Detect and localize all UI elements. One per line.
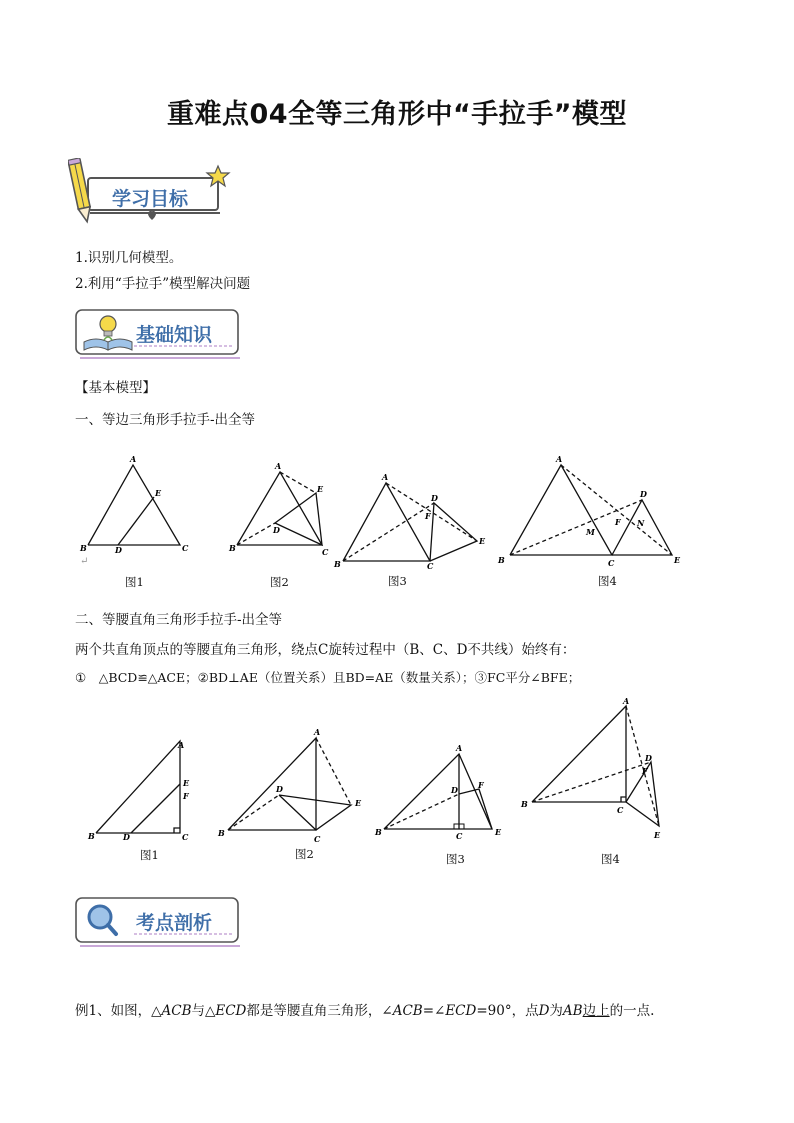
svg-text:E: E bbox=[495, 827, 502, 837]
part2-figures bbox=[0, 698, 794, 858]
svg-text:E: E bbox=[155, 488, 162, 498]
svg-text:B: B bbox=[498, 555, 505, 565]
p2-fig4 bbox=[520, 698, 661, 840]
part2-heading: 二、等腰直角三角形手拉手-出全等 bbox=[75, 612, 283, 628]
svg-text:D: D bbox=[645, 753, 652, 763]
svg-text:E: E bbox=[317, 484, 324, 494]
svg-text:D: D bbox=[640, 489, 647, 499]
return-mark: ↵ bbox=[80, 556, 89, 567]
svg-text:E: E bbox=[654, 830, 661, 840]
svg-text:C: C bbox=[314, 834, 321, 844]
svg-text:A: A bbox=[130, 454, 137, 464]
analysis-banner bbox=[74, 896, 244, 950]
svg-text:B: B bbox=[218, 828, 225, 838]
svg-text:A: A bbox=[456, 743, 463, 753]
analysis-label: 考点剖析 bbox=[136, 912, 213, 934]
p1-caption-4: 图4 bbox=[598, 574, 617, 588]
p2-fig2 bbox=[217, 727, 362, 844]
svg-text:A: A bbox=[382, 472, 389, 482]
part2-intro: 两个共直角顶点的等腰直角三角形，绕点C旋转过程中（B、C、D不共线）始终有： bbox=[75, 642, 576, 658]
p2-caption-1: 图1 bbox=[140, 848, 159, 862]
svg-text:A: A bbox=[275, 461, 282, 471]
svg-text:D: D bbox=[451, 785, 458, 795]
svg-text:D: D bbox=[115, 545, 122, 555]
part2-conclusion: ① △BCD≌△ACE；②BD⊥AE（位置关系）且BD=AE（数量关系）；③FC平分∠BFE； bbox=[75, 670, 581, 685]
svg-text:E: E bbox=[183, 778, 190, 788]
svg-text:N: N bbox=[637, 518, 645, 528]
p1-caption-3: 图3 bbox=[388, 574, 407, 588]
svg-text:A: A bbox=[556, 454, 563, 464]
p1-fig4 bbox=[497, 454, 681, 568]
svg-text:A: A bbox=[314, 727, 321, 737]
svg-text:C: C bbox=[182, 543, 189, 553]
goals-banner bbox=[68, 158, 238, 230]
p1-fig3 bbox=[333, 472, 486, 571]
svg-text:C: C bbox=[427, 561, 434, 571]
svg-text:B: B bbox=[521, 799, 528, 809]
p1-caption-1: 图1 bbox=[125, 575, 144, 589]
goal-1: 1.识别几何模型。 bbox=[75, 250, 183, 266]
page-title: 重难点04全等三角形中“手拉手”模型 bbox=[166, 99, 628, 130]
svg-text:D: D bbox=[431, 493, 438, 503]
svg-text:B: B bbox=[229, 543, 236, 553]
svg-text:C: C bbox=[608, 558, 615, 568]
heart-icon bbox=[148, 211, 156, 220]
svg-text:D: D bbox=[273, 525, 280, 535]
svg-text:C: C bbox=[456, 831, 463, 841]
basic-model-heading: 【基本模型】 bbox=[75, 380, 156, 396]
svg-text:E: E bbox=[674, 555, 681, 565]
p1-fig1 bbox=[79, 454, 189, 555]
svg-text:B: B bbox=[375, 827, 382, 837]
svg-text:F: F bbox=[615, 517, 621, 527]
p2-caption-4: 图4 bbox=[601, 852, 620, 866]
p2-fig1 bbox=[87, 740, 190, 842]
svg-text:B: B bbox=[80, 543, 87, 553]
basics-label: 基础知识 bbox=[136, 324, 213, 346]
p1-fig2 bbox=[228, 461, 329, 557]
svg-text:F: F bbox=[478, 780, 484, 790]
svg-text:D: D bbox=[123, 832, 130, 842]
svg-text:C: C bbox=[182, 832, 189, 842]
p2-caption-2: 图2 bbox=[295, 847, 314, 861]
svg-text:F: F bbox=[183, 791, 189, 801]
goals-label: 学习目标 bbox=[112, 188, 189, 210]
svg-text:E: E bbox=[355, 798, 362, 808]
example-1: 例1、如图，△ACB与△ECD都是等腰直角三角形，∠ACB=∠ECD=90°，点D为AB边上的一点. bbox=[75, 1003, 655, 1019]
svg-text:C: C bbox=[322, 547, 329, 557]
svg-text:C: C bbox=[617, 805, 624, 815]
p1-caption-2: 图2 bbox=[270, 575, 289, 589]
svg-text:A: A bbox=[623, 698, 630, 706]
part1-heading: 一、等边三角形手拉手-出全等 bbox=[75, 412, 256, 428]
svg-text:B: B bbox=[88, 831, 95, 841]
p2-caption-3: 图3 bbox=[446, 852, 465, 866]
svg-text:E: E bbox=[479, 536, 486, 546]
svg-text:B: B bbox=[334, 559, 341, 569]
goal-2: 2.利用“手拉手”模型解决问题 bbox=[75, 276, 251, 292]
svg-text:A: A bbox=[178, 740, 185, 750]
svg-text:F: F bbox=[642, 766, 648, 776]
basics-banner bbox=[74, 308, 244, 362]
svg-text:D: D bbox=[276, 784, 283, 794]
svg-text:F: F bbox=[425, 511, 431, 521]
p2-fig3 bbox=[374, 743, 502, 841]
svg-text:M: M bbox=[586, 527, 595, 537]
